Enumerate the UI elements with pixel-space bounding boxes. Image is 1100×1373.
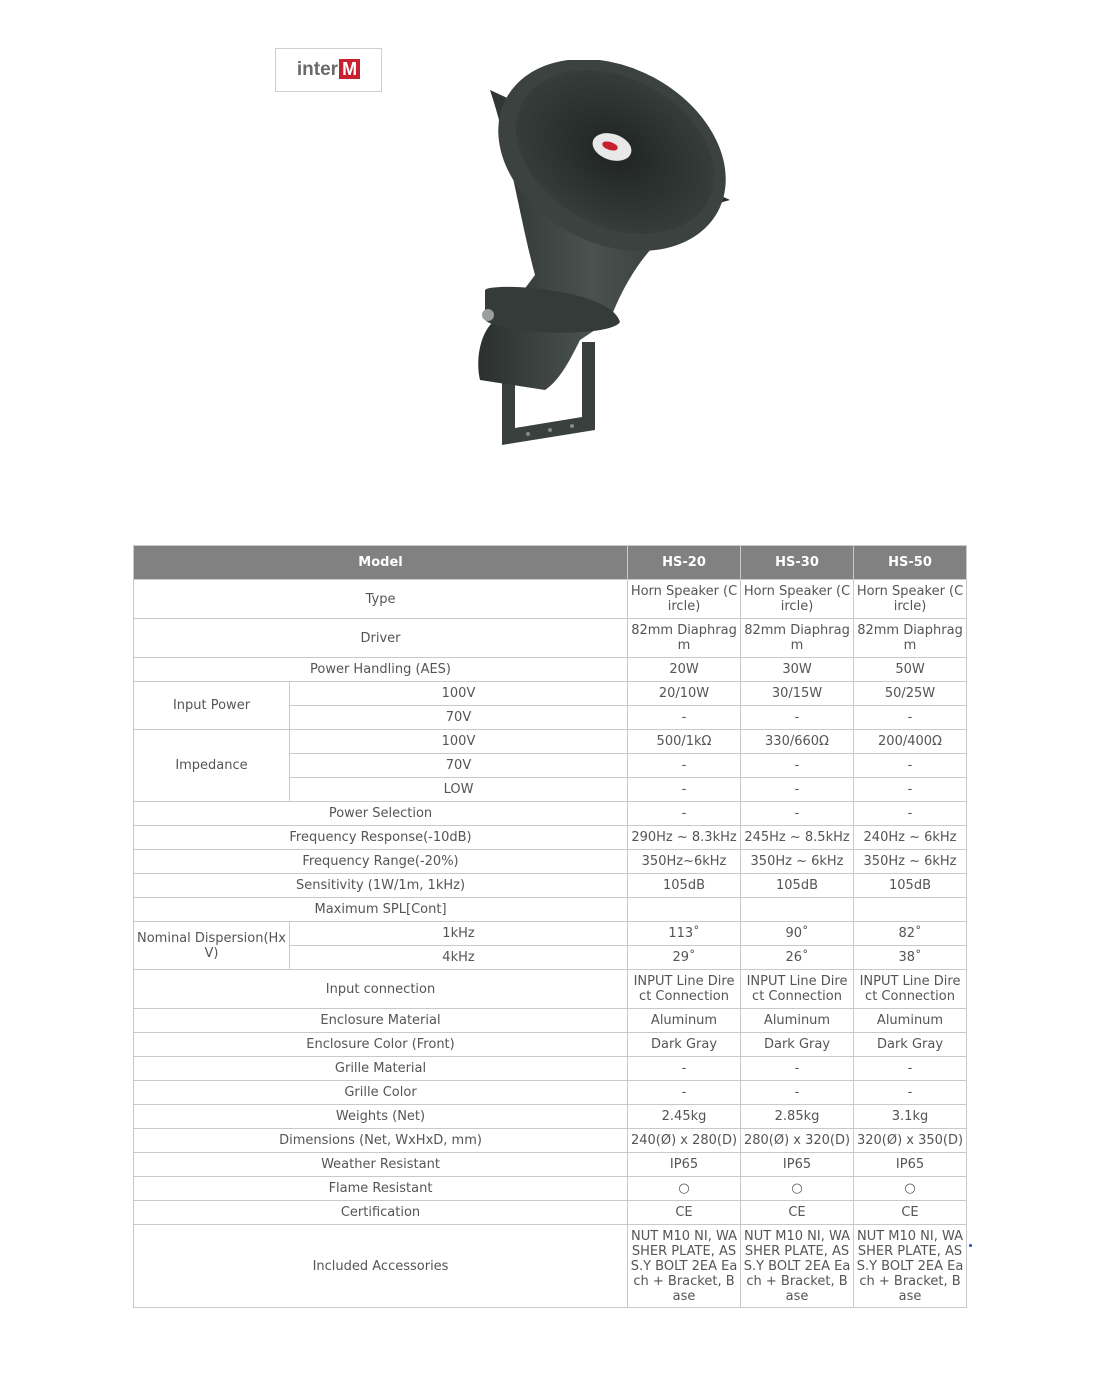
- table-row: [134, 1201, 967, 1225]
- cell: -: [854, 754, 967, 778]
- cell: 240Hz ~ 6kHz: [854, 826, 967, 850]
- table-row: [134, 1225, 967, 1308]
- row-label: Input connection: [134, 970, 628, 1009]
- table-row: [134, 1081, 967, 1105]
- cell: 245Hz ~ 8.5kHz: [741, 826, 854, 850]
- cell: 50W: [854, 658, 967, 682]
- cell: -: [741, 754, 854, 778]
- row-group-label: Impedance: [134, 730, 290, 802]
- row-sublabel: 70V: [290, 706, 628, 730]
- cell: 105dB: [854, 874, 967, 898]
- cell: -: [854, 1081, 967, 1105]
- cell: 3.1kg: [854, 1105, 967, 1129]
- row-sublabel: 100V: [290, 730, 628, 754]
- cell: Horn Speaker (Circle): [854, 580, 967, 619]
- cell: -: [741, 778, 854, 802]
- table-row: [134, 802, 967, 826]
- cell: -: [741, 1081, 854, 1105]
- cell: CE: [628, 1201, 741, 1225]
- cell: [741, 898, 854, 922]
- table-row: [134, 1129, 967, 1153]
- cell: -: [854, 802, 967, 826]
- table-header-row: [134, 546, 967, 580]
- cell: 240(Ø) x 280(D): [628, 1129, 741, 1153]
- cell: [628, 898, 741, 922]
- table-row: [134, 1105, 967, 1129]
- row-label: Sensitivity (1W/1m, 1kHz): [134, 874, 628, 898]
- cell: Aluminum: [854, 1009, 967, 1033]
- row-label: Type: [134, 580, 628, 619]
- cell: -: [741, 706, 854, 730]
- row-label: Certification: [134, 1201, 628, 1225]
- row-label: Power Selection: [134, 802, 628, 826]
- cell: 26˚: [741, 946, 854, 970]
- row-label: Weather Resistant: [134, 1153, 628, 1177]
- cell: 30W: [741, 658, 854, 682]
- cell: -: [628, 778, 741, 802]
- cell: ○: [628, 1177, 741, 1201]
- table-row: [134, 658, 967, 682]
- cell: 350Hz~6kHz: [628, 850, 741, 874]
- row-label: Grille Material: [134, 1057, 628, 1081]
- horn-speaker-icon: [440, 60, 750, 460]
- table-row: [134, 874, 967, 898]
- table-row: [134, 826, 967, 850]
- table-row: [134, 898, 967, 922]
- table-row: [134, 619, 967, 658]
- row-group-label: Nominal Dispersion(HxV): [134, 922, 290, 970]
- cell: Aluminum: [741, 1009, 854, 1033]
- row-label: Weights (Net): [134, 1105, 628, 1129]
- cell: 38˚: [854, 946, 967, 970]
- cell: 82mm Diaphragm: [741, 619, 854, 658]
- cell: NUT M10 NI, WASHER PLATE, ASS.Y BOLT 2EA Each + Bracket, Base: [854, 1225, 967, 1308]
- cell: [854, 898, 967, 922]
- cell: 50/25W: [854, 682, 967, 706]
- cell: Dark Gray: [628, 1033, 741, 1057]
- row-label: Enclosure Material: [134, 1009, 628, 1033]
- row-label: Driver: [134, 619, 628, 658]
- row-sublabel: 4kHz: [290, 946, 628, 970]
- cell: 350Hz ~ 6kHz: [854, 850, 967, 874]
- cell: 30/15W: [741, 682, 854, 706]
- cell: -: [628, 1081, 741, 1105]
- header-model-hs50: HS-50: [854, 546, 967, 580]
- cell: 20W: [628, 658, 741, 682]
- table-row: [134, 580, 967, 619]
- table-row: [134, 1033, 967, 1057]
- cell: IP65: [854, 1153, 967, 1177]
- cell: INPUT Line Direct Connection: [628, 970, 741, 1009]
- cell: Horn Speaker (Circle): [628, 580, 741, 619]
- cell: CE: [741, 1201, 854, 1225]
- cell: 82˚: [854, 922, 967, 946]
- cell: IP65: [628, 1153, 741, 1177]
- row-label: Frequency Response(-10dB): [134, 826, 628, 850]
- row-label: Included Accessories: [134, 1225, 628, 1308]
- stray-dot: [969, 1244, 972, 1247]
- cell: 280(Ø) x 320(D): [741, 1129, 854, 1153]
- row-label: Grille Color: [134, 1081, 628, 1105]
- cell: Aluminum: [628, 1009, 741, 1033]
- cell: INPUT Line Direct Connection: [741, 970, 854, 1009]
- cell: 105dB: [628, 874, 741, 898]
- cell: 2.85kg: [741, 1105, 854, 1129]
- cell: CE: [854, 1201, 967, 1225]
- cell: ○: [854, 1177, 967, 1201]
- cell: 105dB: [741, 874, 854, 898]
- cell: INPUT Line Direct Connection: [854, 970, 967, 1009]
- header-model-hs20: HS-20: [628, 546, 741, 580]
- header-model: Model: [134, 546, 628, 580]
- cell: 330/660Ω: [741, 730, 854, 754]
- table-row: [134, 1177, 967, 1201]
- header-model-hs30: HS-30: [741, 546, 854, 580]
- cell: 350Hz ~ 6kHz: [741, 850, 854, 874]
- cell: -: [854, 706, 967, 730]
- cell: 200/400Ω: [854, 730, 967, 754]
- cell: -: [628, 754, 741, 778]
- cell: 90˚: [741, 922, 854, 946]
- table-row: [134, 1057, 967, 1081]
- cell: 320(Ø) x 350(D): [854, 1129, 967, 1153]
- cell: Dark Gray: [741, 1033, 854, 1057]
- row-label: Dimensions (Net, WxHxD, mm): [134, 1129, 628, 1153]
- table-row: [134, 1153, 967, 1177]
- cell: 2.45kg: [628, 1105, 741, 1129]
- cell: -: [854, 778, 967, 802]
- cell: 29˚: [628, 946, 741, 970]
- table-row: [134, 730, 967, 754]
- table-row: [134, 682, 967, 706]
- cell: IP65: [741, 1153, 854, 1177]
- table-row: [134, 1009, 967, 1033]
- cell: NUT M10 NI, WASHER PLATE, ASS.Y BOLT 2EA Each + Bracket, Base: [628, 1225, 741, 1308]
- cell: NUT M10 NI, WASHER PLATE, ASS.Y BOLT 2EA Each + Bracket, Base: [741, 1225, 854, 1308]
- row-sublabel: 1kHz: [290, 922, 628, 946]
- table-row: [134, 850, 967, 874]
- row-label: Power Handling (AES): [134, 658, 628, 682]
- cell: -: [628, 706, 741, 730]
- cell: 500/1kΩ: [628, 730, 741, 754]
- table-row: [134, 922, 967, 946]
- table-row: [134, 970, 967, 1009]
- row-label: Flame Resistant: [134, 1177, 628, 1201]
- row-sublabel: 70V: [290, 754, 628, 778]
- brand-logo-text: inter M: [297, 59, 360, 81]
- row-label: Enclosure Color (Front): [134, 1033, 628, 1057]
- cell: 290Hz ~ 8.3kHz: [628, 826, 741, 850]
- row-label: Maximum SPL[Cont]: [134, 898, 628, 922]
- cell: ○: [741, 1177, 854, 1201]
- cell: 113˚: [628, 922, 741, 946]
- row-label: Frequency Range(-20%): [134, 850, 628, 874]
- cell: 20/10W: [628, 682, 741, 706]
- cell: -: [741, 1057, 854, 1081]
- spec-table: [133, 545, 967, 1308]
- cell: Dark Gray: [854, 1033, 967, 1057]
- cell: -: [854, 1057, 967, 1081]
- cell: Horn Speaker (Circle): [741, 580, 854, 619]
- cell: -: [741, 802, 854, 826]
- cell: -: [628, 802, 741, 826]
- row-sublabel: LOW: [290, 778, 628, 802]
- cell: -: [628, 1057, 741, 1081]
- cell: 82mm Diaphragm: [854, 619, 967, 658]
- row-group-label: Input Power: [134, 682, 290, 730]
- brand-logo: [275, 48, 382, 92]
- cell: 82mm Diaphragm: [628, 619, 741, 658]
- row-sublabel: 100V: [290, 682, 628, 706]
